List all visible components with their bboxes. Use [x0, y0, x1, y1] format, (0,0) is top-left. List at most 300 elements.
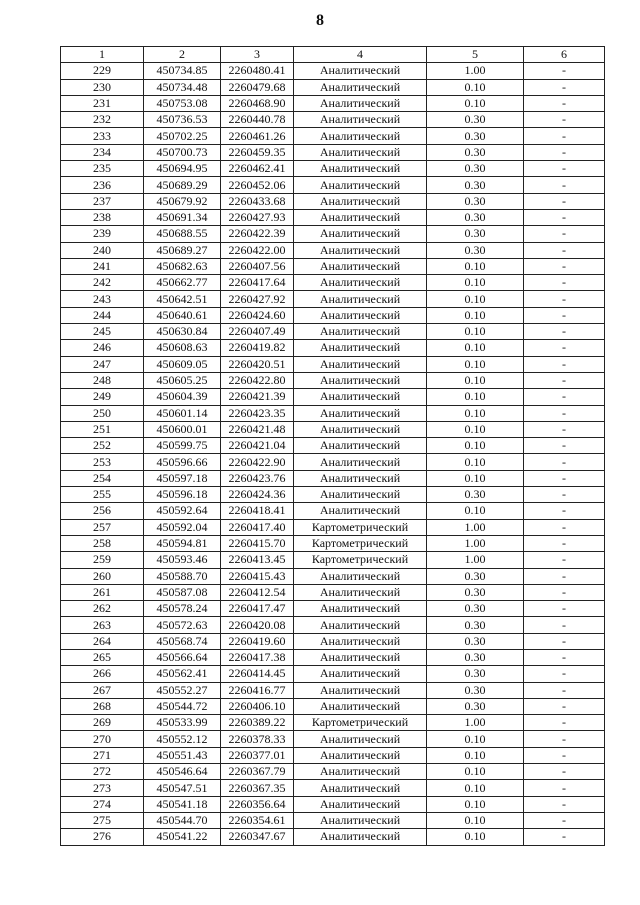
- note-cell: -: [524, 568, 605, 584]
- accuracy-cell: 0.10: [427, 372, 524, 388]
- point-number-cell: 252: [61, 438, 144, 454]
- method-cell: Аналитический: [294, 454, 427, 470]
- note-cell: -: [524, 144, 605, 160]
- accuracy-cell: 0.30: [427, 226, 524, 242]
- accuracy-cell: 0.30: [427, 617, 524, 633]
- method-cell: Аналитический: [294, 438, 427, 454]
- table-row: [61, 307, 605, 323]
- accuracy-cell: 0.30: [427, 584, 524, 600]
- note-cell: -: [524, 242, 605, 258]
- x-coordinate-cell: 450682.63: [144, 258, 221, 274]
- accuracy-cell: 0.30: [427, 161, 524, 177]
- table-body: [61, 63, 605, 845]
- x-coordinate-cell: 450592.64: [144, 503, 221, 519]
- point-number-cell: 259: [61, 552, 144, 568]
- accuracy-cell: 0.30: [427, 144, 524, 160]
- accuracy-cell: 0.10: [427, 731, 524, 747]
- note-cell: -: [524, 63, 605, 79]
- method-cell: Аналитический: [294, 258, 427, 274]
- method-cell: Аналитический: [294, 372, 427, 388]
- point-number-cell: 236: [61, 177, 144, 193]
- x-coordinate-cell: 450753.08: [144, 95, 221, 111]
- table-row: [61, 764, 605, 780]
- accuracy-cell: 0.10: [427, 95, 524, 111]
- note-cell: -: [524, 177, 605, 193]
- y-coordinate-cell: 2260417.40: [221, 519, 294, 535]
- y-coordinate-cell: 2260412.54: [221, 584, 294, 600]
- x-coordinate-cell: 450694.95: [144, 161, 221, 177]
- table-row: [61, 258, 605, 274]
- method-cell: Аналитический: [294, 242, 427, 258]
- method-cell: Аналитический: [294, 193, 427, 209]
- table-row: [61, 812, 605, 828]
- point-number-cell: 246: [61, 340, 144, 356]
- x-coordinate-cell: 450702.25: [144, 128, 221, 144]
- x-coordinate-cell: 450642.51: [144, 291, 221, 307]
- x-coordinate-cell: 450605.25: [144, 372, 221, 388]
- table-row: [61, 503, 605, 519]
- note-cell: -: [524, 258, 605, 274]
- table-row: [61, 584, 605, 600]
- y-coordinate-cell: 2260461.26: [221, 128, 294, 144]
- y-coordinate-cell: 2260367.79: [221, 764, 294, 780]
- column-header: 1: [61, 47, 144, 63]
- accuracy-cell: 0.30: [427, 193, 524, 209]
- note-cell: -: [524, 617, 605, 633]
- x-coordinate-cell: 450608.63: [144, 340, 221, 356]
- method-cell: Аналитический: [294, 128, 427, 144]
- note-cell: -: [524, 193, 605, 209]
- method-cell: Аналитический: [294, 568, 427, 584]
- method-cell: Аналитический: [294, 747, 427, 763]
- method-cell: Картометрический: [294, 552, 427, 568]
- note-cell: -: [524, 405, 605, 421]
- method-cell: Аналитический: [294, 698, 427, 714]
- accuracy-cell: 0.30: [427, 487, 524, 503]
- method-cell: Аналитический: [294, 649, 427, 665]
- x-coordinate-cell: 450734.48: [144, 79, 221, 95]
- table-row: [61, 405, 605, 421]
- x-coordinate-cell: 450630.84: [144, 324, 221, 340]
- column-header: 6: [524, 47, 605, 63]
- x-coordinate-cell: 450547.51: [144, 780, 221, 796]
- note-cell: -: [524, 796, 605, 812]
- y-coordinate-cell: 2260421.04: [221, 438, 294, 454]
- note-cell: -: [524, 95, 605, 111]
- accuracy-cell: 0.10: [427, 747, 524, 763]
- x-coordinate-cell: 450566.64: [144, 649, 221, 665]
- method-cell: Аналитический: [294, 584, 427, 600]
- x-coordinate-cell: 450600.01: [144, 421, 221, 437]
- accuracy-cell: 0.10: [427, 340, 524, 356]
- note-cell: -: [524, 487, 605, 503]
- accuracy-cell: 0.30: [427, 682, 524, 698]
- method-cell: Аналитический: [294, 177, 427, 193]
- table-header-row: [61, 47, 605, 63]
- x-coordinate-cell: 450568.74: [144, 633, 221, 649]
- point-number-cell: 272: [61, 764, 144, 780]
- point-number-cell: 239: [61, 226, 144, 242]
- method-cell: Аналитический: [294, 275, 427, 291]
- y-coordinate-cell: 2260356.64: [221, 796, 294, 812]
- point-number-cell: 276: [61, 829, 144, 845]
- method-cell: Аналитический: [294, 731, 427, 747]
- table-row: [61, 601, 605, 617]
- point-number-cell: 251: [61, 421, 144, 437]
- method-cell: Картометрический: [294, 519, 427, 535]
- note-cell: -: [524, 372, 605, 388]
- y-coordinate-cell: 2260354.61: [221, 812, 294, 828]
- point-number-cell: 245: [61, 324, 144, 340]
- x-coordinate-cell: 450734.85: [144, 63, 221, 79]
- table-row: [61, 79, 605, 95]
- accuracy-cell: 0.10: [427, 421, 524, 437]
- x-coordinate-cell: 450688.55: [144, 226, 221, 242]
- note-cell: -: [524, 438, 605, 454]
- method-cell: Аналитический: [294, 209, 427, 225]
- note-cell: -: [524, 649, 605, 665]
- point-number-cell: 258: [61, 535, 144, 551]
- x-coordinate-cell: 450640.61: [144, 307, 221, 323]
- point-number-cell: 238: [61, 209, 144, 225]
- table-row: [61, 340, 605, 356]
- column-header: 2: [144, 47, 221, 63]
- method-cell: Аналитический: [294, 487, 427, 503]
- y-coordinate-cell: 2260468.90: [221, 95, 294, 111]
- point-number-cell: 247: [61, 356, 144, 372]
- note-cell: -: [524, 584, 605, 600]
- y-coordinate-cell: 2260452.06: [221, 177, 294, 193]
- accuracy-cell: 1.00: [427, 535, 524, 551]
- table-row: [61, 242, 605, 258]
- accuracy-cell: 0.10: [427, 470, 524, 486]
- point-number-cell: 261: [61, 584, 144, 600]
- method-cell: Аналитический: [294, 633, 427, 649]
- method-cell: Аналитический: [294, 617, 427, 633]
- table-row: [61, 633, 605, 649]
- point-number-cell: 274: [61, 796, 144, 812]
- point-number-cell: 265: [61, 649, 144, 665]
- point-number-cell: 263: [61, 617, 144, 633]
- method-cell: Аналитический: [294, 470, 427, 486]
- point-number-cell: 237: [61, 193, 144, 209]
- y-coordinate-cell: 2260407.56: [221, 258, 294, 274]
- note-cell: -: [524, 79, 605, 95]
- x-coordinate-cell: 450662.77: [144, 275, 221, 291]
- accuracy-cell: 0.30: [427, 177, 524, 193]
- accuracy-cell: 0.30: [427, 649, 524, 665]
- method-cell: Картометрический: [294, 715, 427, 731]
- accuracy-cell: 0.30: [427, 568, 524, 584]
- accuracy-cell: 0.10: [427, 812, 524, 828]
- accuracy-cell: 0.10: [427, 780, 524, 796]
- y-coordinate-cell: 2260462.41: [221, 161, 294, 177]
- note-cell: -: [524, 780, 605, 796]
- method-cell: Аналитический: [294, 340, 427, 356]
- point-number-cell: 254: [61, 470, 144, 486]
- column-header: 3: [221, 47, 294, 63]
- table-row: [61, 568, 605, 584]
- accuracy-cell: 0.10: [427, 829, 524, 845]
- point-number-cell: 262: [61, 601, 144, 617]
- note-cell: -: [524, 324, 605, 340]
- y-coordinate-cell: 2260416.77: [221, 682, 294, 698]
- note-cell: -: [524, 275, 605, 291]
- method-cell: Аналитический: [294, 405, 427, 421]
- accuracy-cell: 0.10: [427, 438, 524, 454]
- y-coordinate-cell: 2260419.60: [221, 633, 294, 649]
- method-cell: Аналитический: [294, 666, 427, 682]
- point-number-cell: 248: [61, 372, 144, 388]
- note-cell: -: [524, 454, 605, 470]
- note-cell: -: [524, 161, 605, 177]
- point-number-cell: 264: [61, 633, 144, 649]
- point-number-cell: 266: [61, 666, 144, 682]
- table-row: [61, 177, 605, 193]
- table-row: [61, 535, 605, 551]
- point-number-cell: 250: [61, 405, 144, 421]
- table-row: [61, 698, 605, 714]
- y-coordinate-cell: 2260422.90: [221, 454, 294, 470]
- y-coordinate-cell: 2260389.22: [221, 715, 294, 731]
- x-coordinate-cell: 450541.18: [144, 796, 221, 812]
- method-cell: Аналитический: [294, 796, 427, 812]
- accuracy-cell: 0.30: [427, 601, 524, 617]
- method-cell: Аналитический: [294, 601, 427, 617]
- table-row: [61, 747, 605, 763]
- note-cell: -: [524, 128, 605, 144]
- accuracy-cell: 0.10: [427, 796, 524, 812]
- x-coordinate-cell: 450552.27: [144, 682, 221, 698]
- note-cell: -: [524, 552, 605, 568]
- y-coordinate-cell: 2260407.49: [221, 324, 294, 340]
- x-coordinate-cell: 450601.14: [144, 405, 221, 421]
- accuracy-cell: 0.30: [427, 209, 524, 225]
- note-cell: -: [524, 421, 605, 437]
- point-number-cell: 268: [61, 698, 144, 714]
- x-coordinate-cell: 450689.27: [144, 242, 221, 258]
- method-cell: Аналитический: [294, 356, 427, 372]
- point-number-cell: 230: [61, 79, 144, 95]
- table-row: [61, 519, 605, 535]
- accuracy-cell: 1.00: [427, 63, 524, 79]
- table-row: [61, 454, 605, 470]
- method-cell: Аналитический: [294, 63, 427, 79]
- point-number-cell: 242: [61, 275, 144, 291]
- note-cell: -: [524, 503, 605, 519]
- x-coordinate-cell: 450593.46: [144, 552, 221, 568]
- y-coordinate-cell: 2260422.00: [221, 242, 294, 258]
- y-coordinate-cell: 2260406.10: [221, 698, 294, 714]
- y-coordinate-cell: 2260413.45: [221, 552, 294, 568]
- table-row: [61, 438, 605, 454]
- table-row: [61, 275, 605, 291]
- point-number-cell: 271: [61, 747, 144, 763]
- point-number-cell: 232: [61, 112, 144, 128]
- table-row: [61, 682, 605, 698]
- accuracy-cell: 0.10: [427, 291, 524, 307]
- note-cell: -: [524, 226, 605, 242]
- note-cell: -: [524, 812, 605, 828]
- note-cell: -: [524, 112, 605, 128]
- x-coordinate-cell: 450572.63: [144, 617, 221, 633]
- note-cell: -: [524, 519, 605, 535]
- point-number-cell: 269: [61, 715, 144, 731]
- method-cell: Аналитический: [294, 112, 427, 128]
- y-coordinate-cell: 2260424.60: [221, 307, 294, 323]
- y-coordinate-cell: 2260417.47: [221, 601, 294, 617]
- point-number-cell: 253: [61, 454, 144, 470]
- table-row: [61, 715, 605, 731]
- accuracy-cell: 0.10: [427, 79, 524, 95]
- note-cell: -: [524, 470, 605, 486]
- note-cell: -: [524, 731, 605, 747]
- table-row: [61, 226, 605, 242]
- table-row: [61, 95, 605, 111]
- accuracy-cell: 0.10: [427, 503, 524, 519]
- point-number-cell: 249: [61, 389, 144, 405]
- point-number-cell: 244: [61, 307, 144, 323]
- method-cell: Аналитический: [294, 829, 427, 845]
- x-coordinate-cell: 450691.34: [144, 209, 221, 225]
- y-coordinate-cell: 2260440.78: [221, 112, 294, 128]
- method-cell: Картометрический: [294, 535, 427, 551]
- point-number-cell: 231: [61, 95, 144, 111]
- x-coordinate-cell: 450604.39: [144, 389, 221, 405]
- note-cell: -: [524, 829, 605, 845]
- table-row: [61, 796, 605, 812]
- y-coordinate-cell: 2260480.41: [221, 63, 294, 79]
- point-number-cell: 267: [61, 682, 144, 698]
- x-coordinate-cell: 450599.75: [144, 438, 221, 454]
- accuracy-cell: 0.10: [427, 356, 524, 372]
- method-cell: Аналитический: [294, 95, 427, 111]
- table-row: [61, 617, 605, 633]
- page-number: 8: [316, 12, 324, 29]
- y-coordinate-cell: 2260420.08: [221, 617, 294, 633]
- y-coordinate-cell: 2260378.33: [221, 731, 294, 747]
- y-coordinate-cell: 2260423.76: [221, 470, 294, 486]
- accuracy-cell: 0.30: [427, 666, 524, 682]
- y-coordinate-cell: 2260423.35: [221, 405, 294, 421]
- point-number-cell: 260: [61, 568, 144, 584]
- point-number-cell: 255: [61, 487, 144, 503]
- accuracy-cell: 0.10: [427, 764, 524, 780]
- point-number-cell: 229: [61, 63, 144, 79]
- note-cell: -: [524, 307, 605, 323]
- y-coordinate-cell: 2260417.64: [221, 275, 294, 291]
- table-row: [61, 193, 605, 209]
- point-number-cell: 233: [61, 128, 144, 144]
- y-coordinate-cell: 2260417.38: [221, 649, 294, 665]
- note-cell: -: [524, 209, 605, 225]
- x-coordinate-cell: 450544.70: [144, 812, 221, 828]
- note-cell: -: [524, 764, 605, 780]
- table-row: [61, 649, 605, 665]
- accuracy-cell: 0.10: [427, 324, 524, 340]
- accuracy-cell: 0.10: [427, 258, 524, 274]
- table-row: [61, 552, 605, 568]
- accuracy-cell: 0.10: [427, 454, 524, 470]
- point-number-cell: 270: [61, 731, 144, 747]
- accuracy-cell: 0.10: [427, 307, 524, 323]
- method-cell: Аналитический: [294, 226, 427, 242]
- x-coordinate-cell: 450588.70: [144, 568, 221, 584]
- table-row: [61, 829, 605, 845]
- accuracy-cell: 0.30: [427, 112, 524, 128]
- accuracy-cell: 0.30: [427, 698, 524, 714]
- x-coordinate-cell: 450700.73: [144, 144, 221, 160]
- point-number-cell: 275: [61, 812, 144, 828]
- point-number-cell: 273: [61, 780, 144, 796]
- point-number-cell: 234: [61, 144, 144, 160]
- method-cell: Аналитический: [294, 389, 427, 405]
- table-row: [61, 356, 605, 372]
- accuracy-cell: 0.30: [427, 242, 524, 258]
- table-row: [61, 112, 605, 128]
- y-coordinate-cell: 2260422.39: [221, 226, 294, 242]
- y-coordinate-cell: 2260367.35: [221, 780, 294, 796]
- table-row: [61, 666, 605, 682]
- x-coordinate-cell: 450552.12: [144, 731, 221, 747]
- x-coordinate-cell: 450533.99: [144, 715, 221, 731]
- point-number-cell: 256: [61, 503, 144, 519]
- accuracy-cell: 0.10: [427, 389, 524, 405]
- y-coordinate-cell: 2260420.51: [221, 356, 294, 372]
- point-number-cell: 240: [61, 242, 144, 258]
- y-coordinate-cell: 2260415.70: [221, 535, 294, 551]
- table-row: [61, 161, 605, 177]
- column-header: 5: [427, 47, 524, 63]
- x-coordinate-cell: 450689.29: [144, 177, 221, 193]
- note-cell: -: [524, 747, 605, 763]
- table-row: [61, 389, 605, 405]
- y-coordinate-cell: 2260347.67: [221, 829, 294, 845]
- note-cell: -: [524, 601, 605, 617]
- table-row: [61, 372, 605, 388]
- x-coordinate-cell: 450551.43: [144, 747, 221, 763]
- table-row: [61, 128, 605, 144]
- table-row: [61, 291, 605, 307]
- accuracy-cell: 1.00: [427, 519, 524, 535]
- table-row: [61, 209, 605, 225]
- note-cell: -: [524, 340, 605, 356]
- x-coordinate-cell: 450544.72: [144, 698, 221, 714]
- note-cell: -: [524, 535, 605, 551]
- x-coordinate-cell: 450546.64: [144, 764, 221, 780]
- table-row: [61, 144, 605, 160]
- method-cell: Аналитический: [294, 79, 427, 95]
- point-number-cell: 235: [61, 161, 144, 177]
- table-row: [61, 731, 605, 747]
- x-coordinate-cell: 450597.18: [144, 470, 221, 486]
- point-number-cell: 241: [61, 258, 144, 274]
- method-cell: Аналитический: [294, 682, 427, 698]
- accuracy-cell: 0.10: [427, 275, 524, 291]
- note-cell: -: [524, 356, 605, 372]
- y-coordinate-cell: 2260419.82: [221, 340, 294, 356]
- column-header: 4: [294, 47, 427, 63]
- method-cell: Аналитический: [294, 421, 427, 437]
- x-coordinate-cell: 450578.24: [144, 601, 221, 617]
- method-cell: Аналитический: [294, 503, 427, 519]
- table-row: [61, 780, 605, 796]
- note-cell: -: [524, 715, 605, 731]
- note-cell: -: [524, 389, 605, 405]
- x-coordinate-cell: 450679.92: [144, 193, 221, 209]
- method-cell: Аналитический: [294, 144, 427, 160]
- table-row: [61, 487, 605, 503]
